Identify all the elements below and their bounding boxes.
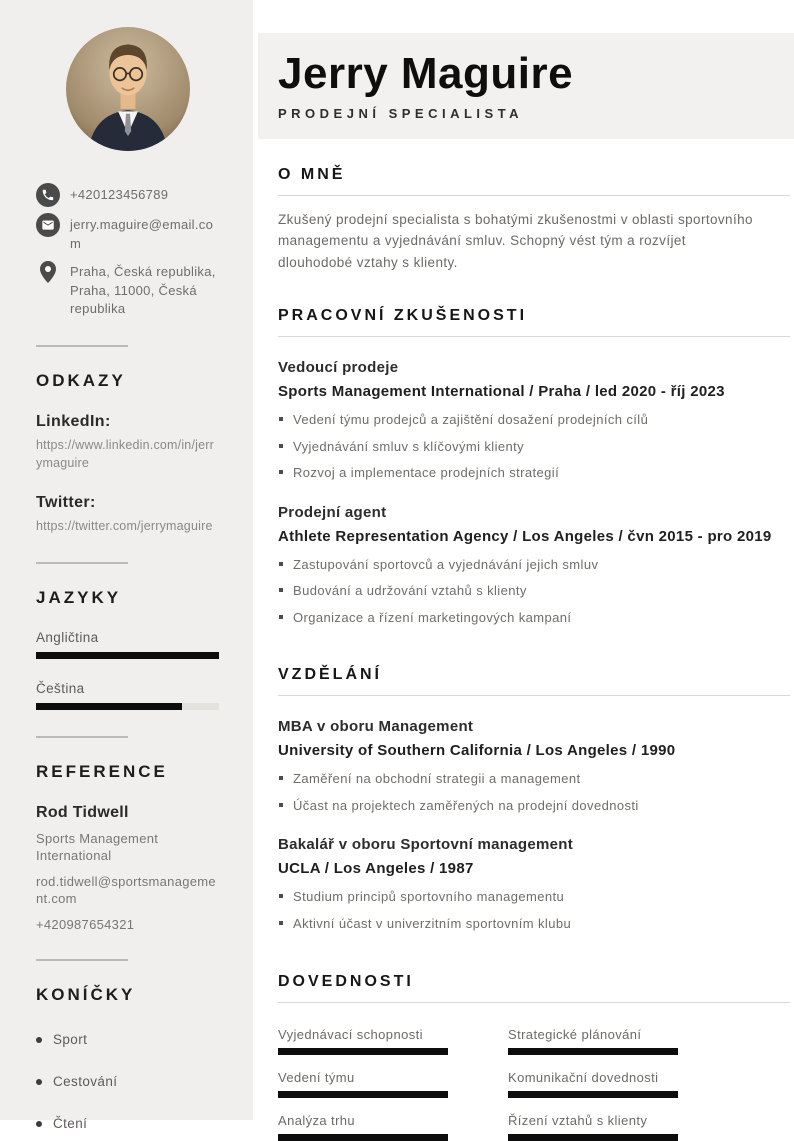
- skill-level-bar: [278, 1091, 448, 1098]
- contact-block: [36, 183, 219, 319]
- reference-company: Sports Management International: [36, 830, 159, 864]
- contact-address: [36, 260, 219, 320]
- school-meta: University of Southern California / Los Angeles / 1990: [278, 742, 676, 760]
- skill-level-bar: [508, 1091, 678, 1098]
- skill-item: [508, 1027, 678, 1055]
- skills-grid: [278, 1027, 790, 1141]
- bullet-item: Aktivní účast v univerzitním sportovním klubu: [278, 915, 790, 933]
- degree-title: Bakalář v oboru Sportovní management: [278, 836, 574, 854]
- header-band: [258, 33, 794, 139]
- experience-heading: PRACOVNÍ ZKUŠENOSTI: [278, 307, 790, 337]
- person-job-title: PRODEJNÍ SPECIALISTA: [278, 106, 524, 122]
- bullet-item: Budování a udržování vztahů s klienty: [278, 582, 790, 600]
- address-value: Praha, Česká republika, Praha, 11000, Česká republika: [70, 263, 216, 317]
- reference-name: Rod Tidwell: [36, 803, 129, 821]
- link-label: Twitter:: [36, 494, 96, 512]
- bullet-item: Zastupování sportovců a vyjednávání jejich smluv: [278, 556, 790, 574]
- language-item: [36, 681, 219, 710]
- degree-title: MBA v oboru Management: [278, 718, 474, 736]
- twitter-url[interactable]: https://twitter.com/jerrymaguire: [36, 519, 213, 534]
- education-heading: VZDĚLÁNÍ: [278, 666, 790, 696]
- email-value: jerry.maguire@email.com: [70, 217, 214, 251]
- section-education: [278, 666, 790, 932]
- person-name: Jerry Maguire: [278, 48, 574, 98]
- skill-level-bar: [278, 1048, 448, 1055]
- education-bullets: [278, 770, 790, 814]
- main-content: [253, 166, 794, 1141]
- bullet-item: Účast na projektech zaměřených na prodejní dovednosti: [278, 797, 790, 815]
- email-icon: [36, 213, 60, 237]
- contact-phone: [36, 183, 219, 207]
- language-level-bar: [36, 652, 219, 659]
- skill-item: [278, 1113, 448, 1141]
- skill-item: [278, 1070, 448, 1098]
- portrait-illustration: [66, 27, 190, 151]
- job-meta: Athlete Representation Agency / Los Angeles / čvn 2015 - pro 2019: [278, 527, 772, 545]
- language-level-bar: [36, 703, 219, 710]
- skill-name: Vedení týmu: [278, 1070, 355, 1086]
- language-name: Angličtina: [36, 629, 99, 645]
- contact-email: [36, 213, 219, 254]
- job-title: Prodejní agent: [278, 503, 387, 521]
- skill-name: Komunikační dovednosti: [508, 1070, 659, 1086]
- link-twitter: [36, 494, 219, 536]
- language-name: Čeština: [36, 680, 85, 696]
- sidebar-divider: [36, 959, 128, 961]
- sidebar-divider: [36, 345, 128, 347]
- job-title: Vedoucí prodeje: [278, 358, 399, 376]
- skill-name: Analýza trhu: [278, 1113, 356, 1129]
- job-entry: [278, 359, 790, 482]
- job-meta: Sports Management International / Praha / led 2020 - říj 2023: [278, 382, 725, 400]
- link-label: LinkedIn:: [36, 413, 111, 431]
- skills-heading: DOVEDNOSTI: [278, 973, 790, 1003]
- bullet-item: Vedení týmu prodejců a zajištění dosažení prodejních cílů: [278, 411, 790, 429]
- sidebar-divider: [36, 736, 128, 738]
- job-entry: [278, 504, 790, 627]
- bullet-item: Studium principů sportovního managementu: [278, 888, 790, 906]
- bullet-item: Vyjednávání smluv s klíčovými klienty: [278, 438, 790, 456]
- hobby-item: Sport: [36, 1032, 219, 1047]
- main-column: [253, 0, 794, 1141]
- linkedin-url[interactable]: https://www.linkedin.com/in/jerrymaguire: [36, 438, 214, 470]
- skill-level-bar: [278, 1134, 448, 1141]
- skill-level-bar: [508, 1134, 678, 1141]
- skill-name: Strategické plánování: [508, 1027, 642, 1043]
- education-bullets: [278, 888, 790, 932]
- hobby-item: Čtení: [36, 1116, 219, 1131]
- skill-level-bar: [508, 1048, 678, 1055]
- bullet-item: Organizace a řízení marketingových kampaní: [278, 609, 790, 627]
- skill-name: Řízení vztahů s klienty: [508, 1113, 648, 1129]
- reference-email: rod.tidwell@sportsmanagement.com: [36, 873, 216, 907]
- about-text: Zkušený prodejní specialista s bohatými zkušenostmi v oblasti sportovního managementu a vyjednávání smluv. Schopný vést tým a rozvíjet dlouhodobé vztahy s klienty.: [278, 212, 753, 270]
- about-heading: O MNĚ: [278, 166, 790, 196]
- location-icon: [36, 260, 60, 284]
- link-linkedin: [36, 413, 219, 472]
- skill-item: [508, 1070, 678, 1098]
- bullet-item: Rozvoj a implementace prodejních strategií: [278, 464, 790, 482]
- hobby-list: [36, 1032, 219, 1131]
- section-skills: [278, 973, 790, 1141]
- education-entry: [278, 718, 790, 814]
- skill-item: [278, 1027, 448, 1055]
- hobbies-heading: KONÍČKY: [36, 985, 136, 1005]
- sidebar: [0, 0, 253, 1132]
- links-heading: ODKAZY: [36, 371, 126, 391]
- sidebar-divider: [36, 562, 128, 564]
- languages-heading: JAZYKY: [36, 587, 122, 607]
- job-bullets: [278, 411, 790, 482]
- bullet-item: Zaměření na obchodní strategii a management: [278, 770, 790, 788]
- section-experience: [278, 307, 790, 626]
- phone-value: +420123456789: [70, 187, 169, 202]
- section-about: [278, 166, 790, 273]
- profile-photo: [66, 27, 190, 151]
- reference-heading: REFERENCE: [36, 761, 168, 781]
- school-meta: UCLA / Los Angeles / 1987: [278, 860, 474, 878]
- phone-icon: [36, 183, 60, 207]
- hobby-item: Cestování: [36, 1074, 219, 1089]
- job-bullets: [278, 556, 790, 627]
- language-item: [36, 630, 219, 659]
- skill-item: [508, 1113, 678, 1141]
- education-entry: [278, 836, 790, 932]
- skill-name: Vyjednávací schopnosti: [278, 1027, 423, 1043]
- reference-phone: +420987654321: [36, 916, 135, 932]
